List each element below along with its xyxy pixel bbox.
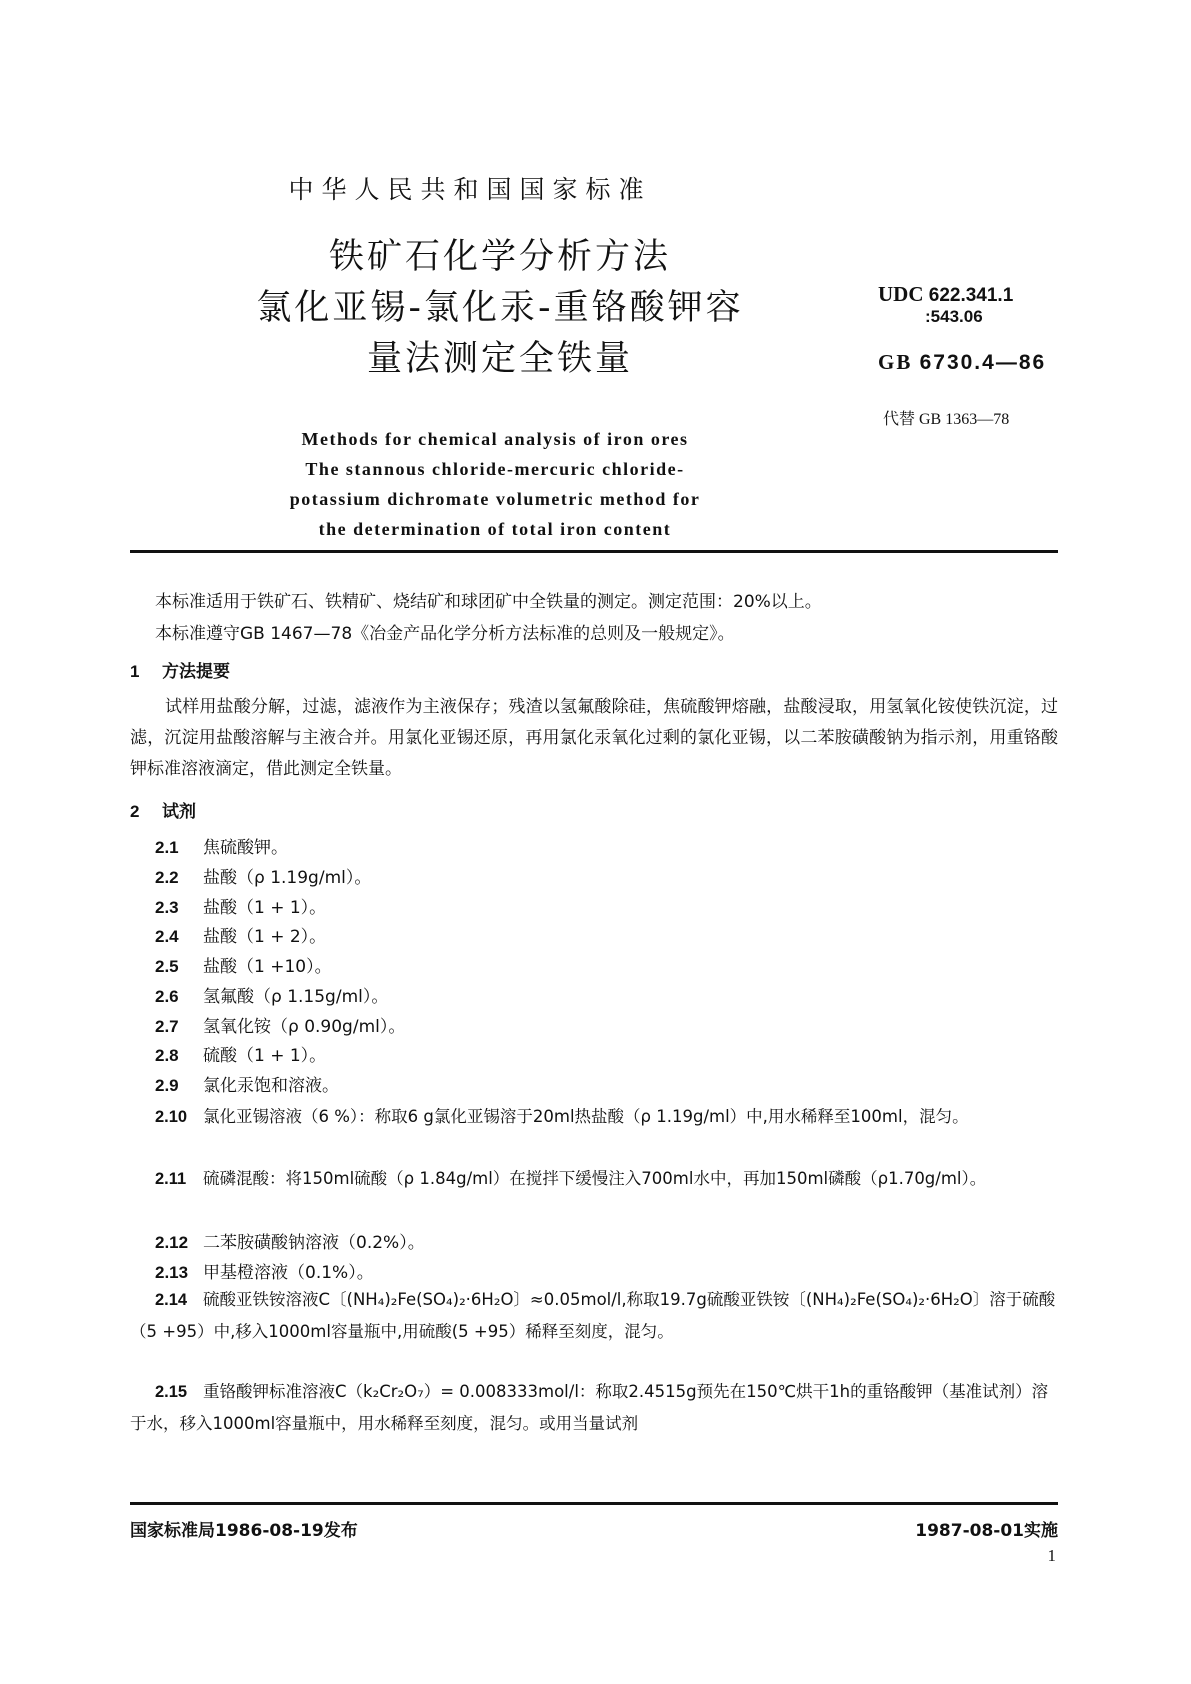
reagent-item: 2.2 盐酸（ρ 1.19g/ml）。 [155,868,372,888]
gb-label: GB [878,350,913,374]
english-title [240,424,750,544]
section-title: 方法提要 [162,662,230,682]
section-number: 2 [130,802,140,821]
reagent-item: 2.4 盐酸（1 + 2）。 [155,927,327,947]
udc-value: 622.341.1 [928,285,1014,306]
reagent-item: 2.12 二苯胺磺酸钠溶液（0.2%）。 [155,1233,425,1253]
intro-scope: 本标准适用于铁矿石、铁精矿、烧结矿和球团矿中全铁量的测定。测定范围：20%以上。 [155,592,822,612]
page-number: 1 [1047,1546,1056,1565]
gb-number: 6730.4—86 [919,351,1047,374]
english-title-line-1: Methods for chemical analysis of iron ores [301,429,689,449]
gb-standard-number [878,350,1046,375]
english-title-line-2: The stannous chloride-mercuric chloride- [305,459,685,479]
section-2-heading [130,797,196,822]
chinese-title-line-2: 氯化亚锡-氯化汞-重铬酸钾容 [256,288,744,328]
udc-label: UDC [878,282,924,306]
english-title-line-4: the determination of total iron content [318,519,672,539]
reagent-item: 2.7 氢氧化铵（ρ 0.90g/ml）。 [155,1017,406,1037]
english-title-line-3: potassium dichromate volumetric method for [289,489,701,509]
header-divider [130,550,1058,553]
reagent-item: 2.3 盐酸（1 + 1）。 [155,898,327,918]
replaces-standard: 代替 GB 1363—78 [883,411,1010,428]
section-1-paragraph: 试样用盐酸分解，过滤，滤液作为主液保存；残渣以氢氟酸除硅，焦硫酸钾熔融，盐酸浸取，用氢氧化铵使铁沉淀，过滤，沉淀用盐酸溶解与主液合并。用氯化亚锡还原，再用氯化汞氧化过剩的氯化亚锡，以二苯胺磺酸钠为指示剂，用重铬酸钾标准溶液滴定，借此测定全铁量。 [130,697,1058,779]
reagent-item: 2.8 硫酸（1 + 1）。 [155,1046,327,1066]
udc-code [878,282,1013,307]
issue-date: 国家标准局1986-08-19发布 [130,1521,358,1541]
chinese-title [0,232,1000,385]
reagent-item: 2.13 甲基橙溶液（0.1%）。 [155,1263,374,1283]
reagent-item: 2.14 硫酸亚铁铵溶液C〔(NH₄)₂Fe(SO₄)₂·6H₂O〕≈0.05mol/l,称取19.7g硫酸亚铁铵〔(NH₄)₂Fe(SO₄)₂·6H₂O〕溶于硫酸（5 +95）中,移入1000ml容量瓶中,用硫酸(5 +95）稀释至刻度，混匀。 [130,1290,1056,1341]
reagent-item: 2.6 氢氟酸（ρ 1.15g/ml）。 [155,987,389,1007]
udc-value-2: :543.06 [925,307,983,326]
reagent-item: 2.10 氯化亚锡溶液（6 %）：称取6 g氯化亚锡溶于20ml热盐酸（ρ 1.19g/ml）中,用水稀释至100ml，混匀。 [155,1107,969,1126]
reagent-item: 2.11 硫磷混酸：将150ml硫酸（ρ 1.84g/ml）在搅拌下缓慢注入700ml水中，再加150ml磷酸（ρ1.70g/ml）。 [155,1169,987,1188]
intro-compliance: 本标准遵守GB 1467—78《冶金产品化学分析方法标准的总则及一般规定》。 [155,624,735,644]
chinese-title-line-3: 量法测定全铁量 [366,339,633,379]
reagent-item: 2.9 氯化汞饱和溶液。 [155,1076,339,1096]
section-title: 试剂 [162,802,196,822]
national-standard-heading: 中华人民共和国国家标准 [288,175,652,204]
effective-date: 1987-08-01实施 [915,1521,1058,1541]
footer-divider [130,1502,1058,1505]
reagent-item: 2.15 重铬酸钾标准溶液C（k₂Cr₂O₇）= 0.008333mol/l：称取2.4515g预先在150℃烘干1h的重铬酸钾（基准试剂）溶于水，移入1000ml容量瓶中，用水稀释至刻度，混匀。或用当量试剂 [130,1382,1049,1433]
section-1-heading [130,657,230,682]
reagent-item: 2.1 焦硫酸钾。 [155,838,288,858]
chinese-title-line-1: 铁矿石化学分析方法 [328,237,671,277]
section-number: 1 [130,662,140,681]
reagent-item: 2.5 盐酸（1 +10）。 [155,957,332,977]
